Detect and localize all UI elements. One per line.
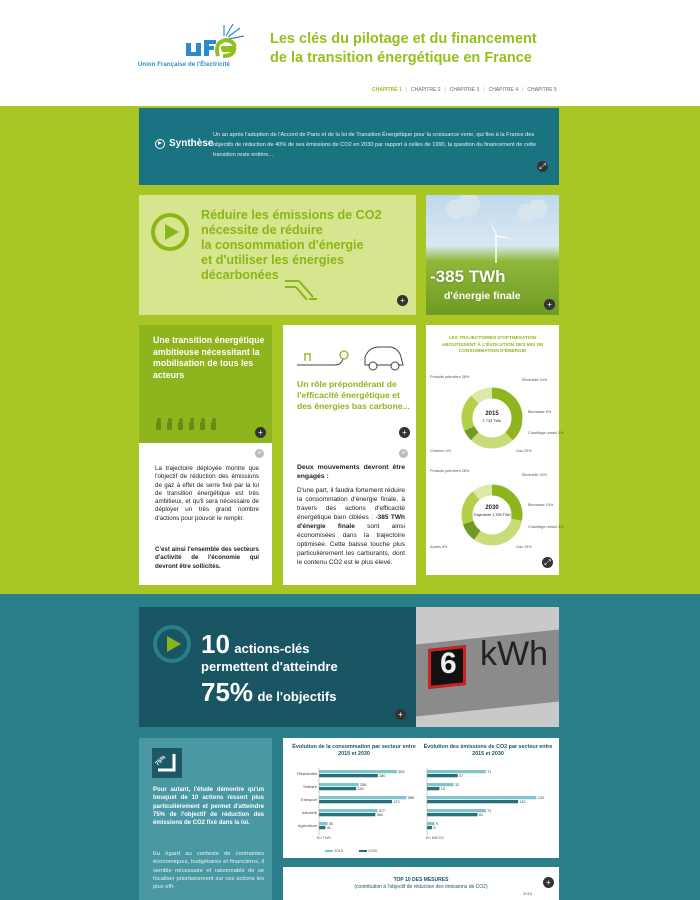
bar-value-label: 41 <box>326 826 331 830</box>
downward-trend-icon <box>283 275 319 305</box>
bar-value-label: 364 <box>376 813 383 817</box>
electric-car-icon <box>295 337 405 373</box>
top10-year: 2015 <box>523 891 532 896</box>
bar-2030 <box>319 774 378 777</box>
bar-2015 <box>427 783 454 786</box>
bar-value-label: 15 <box>440 787 445 791</box>
category-label: Tertiaire <box>302 784 317 789</box>
bar-2030 <box>427 800 518 803</box>
bar-value-label: 32 <box>455 783 460 787</box>
role-heading: Deux mouvements devront être engagés : <box>297 464 405 480</box>
plus-icon[interactable]: + <box>397 295 408 306</box>
bar-2030 <box>427 787 439 790</box>
top10-title: TOP 10 DES MESURES (contribution à l'objectif de réduction des émissions de CO2) <box>354 877 488 890</box>
role-detail <box>283 443 416 585</box>
plus-icon[interactable]: + <box>395 709 406 720</box>
bar-value-label: 110 <box>519 800 526 804</box>
category-label: Transport <box>300 797 317 802</box>
transition-title: Une transition énergétique ambitieuse nécessitant la mobilisation de tous les acteurs <box>153 335 265 380</box>
energy-savings-value: -385 TWh <box>430 267 506 286</box>
bar-2030 <box>427 826 432 829</box>
bar-2030 <box>319 787 356 790</box>
donut-label: Chauffage urbain 2% <box>528 431 564 435</box>
bar-value-label: 71 <box>487 809 492 813</box>
bar-2015 <box>319 796 406 799</box>
actions-target: 75% de l'objectifs <box>201 677 337 707</box>
bar-2030 <box>427 774 458 777</box>
bar-value-label: 256 <box>360 783 367 787</box>
bar-2015 <box>427 809 486 812</box>
bar-2030 <box>319 813 375 816</box>
plus-icon[interactable]: + <box>544 299 555 310</box>
chapter-nav: CHAPITRE 1 | CHAPITRE 2 | CHAPITRE 3 | CHAPITRE 4 | CHAPITRE 5 <box>372 87 557 93</box>
transition-body: La trajectoire déployée montre que l'objectif de réduction des émissions de gaz à effet de serre fixé par la loi de transition énergétique est très ambitieux, et qu'il sera nécessaire de déployer un très grand nombre d'actions pour pouvoir le remplir. <box>155 465 259 522</box>
role-body: D'une part, il faudra fortement réduire la consommation d'énergie finale, à travers des actions d'efficacité énergétique bien ciblées : -385 TWh d'énergie finale sont ainsi économisées dans la trajectoire optimisée. Cette baisse touche plus particulièrement les carburants, dont le contenu CO2 est le plus élevé. <box>297 487 405 566</box>
bar-value-label: 61 <box>479 813 484 817</box>
donut-label: Produits pétroliers 28% <box>430 469 470 473</box>
seventy-five-lead: Pour autant, l'étude démontre qu'un bouquet de 10 actions ressort plus particulièrement et permet d'atteindre 75% de l'objectif de réduction des émissions de CO2 fixé dans la loi. <box>153 787 264 827</box>
wind-turbine-photo <box>426 195 559 315</box>
bar-value-label: 132 <box>537 796 544 800</box>
actions-headline: 10 actions-clés <box>201 629 310 659</box>
plus-icon[interactable]: + <box>255 427 266 438</box>
nav-chapter-5[interactable]: CHAPITRE 5 <box>527 87 557 93</box>
nav-chapter-1[interactable]: CHAPITRE 1 <box>372 87 402 93</box>
donut-2030-total: Trajectoire 1 399 TWh <box>473 513 511 517</box>
reduce-emissions-card <box>139 195 416 315</box>
person-icon <box>210 418 217 430</box>
bar-2015 <box>319 770 397 773</box>
play-circle-icon <box>151 213 189 251</box>
seventy-five-card <box>139 738 272 900</box>
chart-title-emissions: Évolution des émissions de CO2 par secteur entre 2015 et 2030 <box>423 744 553 757</box>
donut-label: Autres 8% <box>430 545 448 549</box>
reduce-title: Réduire les émissions de CO2 nécessite de réduire la consommation d'énergie et d'utiliser les énergies décarbonées <box>201 208 382 282</box>
transition-conclusion: C'est ainsi l'ensemble des secteurs d'activité de l'économie qui devront être sollicités. <box>155 546 259 570</box>
trajectories-title: LES TRAJECTOIRES D'OPTIMISATION ABOUTISSENT À L'ÉVOLUTION DES MIX DE CONSOMMATION D'ÉNERGIE <box>441 336 544 354</box>
role-card <box>283 325 416 443</box>
donut-2030-year: 2030 <box>485 505 499 511</box>
percent-badge-icon: 75% <box>152 748 182 778</box>
donut-label: Gaz 20% <box>516 449 532 453</box>
legend-2015: 2015 <box>325 848 343 853</box>
bar-value-label: 380 <box>379 774 386 778</box>
donut-label: Biomasse 6% <box>528 410 552 414</box>
donut-label: Gaz 19% <box>516 545 532 549</box>
bar-2030 <box>427 813 478 816</box>
donut-2015 <box>467 393 517 443</box>
page-title: Les clés du pilotage et du financement de la transition énergétique en France <box>270 31 537 66</box>
people-icons <box>155 418 217 430</box>
donut-label: Produits pétroliers 38% <box>430 375 470 379</box>
bar-2015 <box>319 822 328 825</box>
seventy-five-body: Eu égard au contexte de contraintes économiques, budgétaires et financières, il semble nécessaire et raisonnable de se focaliser prioritairement sur ces actions les plus effi- <box>153 851 264 891</box>
bar-value-label: 377 <box>378 809 385 813</box>
expand-arrows-icon[interactable]: ⤢ <box>537 161 548 172</box>
actions-subline: permettent d'atteindre <box>201 659 338 674</box>
person-icon <box>177 418 184 430</box>
energy-savings-caption: d'énergie finale <box>444 290 521 302</box>
bar-value-label: 6 <box>433 826 436 830</box>
donut-label: Électricité 32% <box>522 473 548 477</box>
synthese-label: Synthèse <box>155 138 213 149</box>
ten-actions-card <box>139 607 416 727</box>
synthese-panel <box>139 108 559 185</box>
plus-icon[interactable]: + <box>543 877 554 888</box>
sector-bar-charts <box>283 738 559 858</box>
play-circle-icon <box>153 625 191 663</box>
donut-label: Biomasse 10% <box>528 503 554 507</box>
kwh-label: kWh <box>480 635 548 673</box>
close-icon[interactable]: × <box>399 449 408 458</box>
close-icon[interactable]: × <box>255 449 264 458</box>
category-label: Industrie <box>301 810 317 815</box>
transition-card <box>139 325 272 443</box>
person-icon <box>166 418 173 430</box>
bar-2030 <box>319 826 325 829</box>
donut-2015-year: 2015 <box>485 411 499 417</box>
bar-2030 <box>319 800 392 803</box>
bar-value-label: 71 <box>487 770 492 774</box>
top10-card <box>283 867 559 900</box>
axis-unit: En TWh <box>317 836 331 840</box>
category-label: Résidentiel <box>297 771 317 776</box>
nav-chapter-2[interactable]: CHAPITRE 2 <box>411 87 441 93</box>
bar-value-label: 565 <box>407 796 414 800</box>
meter-digit: 6 <box>440 647 457 680</box>
donut-label: Chauffage urbain 3% <box>528 525 564 529</box>
chart-legend <box>325 848 377 853</box>
bar-value-label: 55 <box>329 822 334 826</box>
nav-chapter-3[interactable]: CHAPITRE 3 <box>449 87 480 93</box>
bar-value-label: 472 <box>393 800 400 804</box>
bar-value-label: 503 <box>398 770 405 774</box>
person-icon <box>199 418 206 430</box>
bar-value-label: 240 <box>357 787 364 791</box>
logo-caption: Union Française de l'Électricité <box>138 62 230 68</box>
bar-2015 <box>319 783 359 786</box>
bar-2015 <box>427 822 434 825</box>
nav-chapter-4[interactable]: CHAPITRE 4 <box>488 87 519 93</box>
donut-label: Charbon 4% <box>430 449 452 453</box>
person-icon <box>155 418 162 430</box>
electricity-meter-photo <box>416 607 559 727</box>
role-title: Un rôle prépondérant de l'efficacité énergétique et des énergies bas carbone... <box>297 379 410 411</box>
trajectories-card <box>426 325 564 575</box>
bar-value-label: 9 <box>435 822 438 826</box>
bar-chart-svg <box>283 738 559 858</box>
person-icon <box>188 418 195 430</box>
legend-2030: 2030 <box>359 848 377 853</box>
plus-icon[interactable]: + <box>399 427 410 438</box>
chart-title-consumption: Évolution de la consommation par secteur entre 2015 et 2030 <box>292 744 416 757</box>
bar-value-label: 37 <box>459 774 464 778</box>
donut-2015-total: 1 733 TWh <box>482 419 502 423</box>
bar-2015 <box>427 770 486 773</box>
bar-2015 <box>427 796 536 799</box>
play-icon <box>155 139 165 149</box>
axis-unit: En MtCO2 <box>426 836 444 840</box>
header <box>0 0 700 106</box>
synthese-text: Un an après l'adoption de l'Accord de Paris et de la loi de Transition Énergétique pour la croissance verte, qui fixe à la France des objectifs de réduction de 40% de ses émissions de CO2 en 2030 par rapport à celles de 1990, la question du financement de cette transition reste entière... <box>213 132 537 158</box>
expand-arrows-icon[interactable]: ⤢ <box>542 557 553 568</box>
bar-2015 <box>319 809 377 812</box>
donut-label: Électricité 24% <box>522 378 548 382</box>
category-label: Agriculture <box>297 823 317 828</box>
transition-detail <box>139 443 272 585</box>
